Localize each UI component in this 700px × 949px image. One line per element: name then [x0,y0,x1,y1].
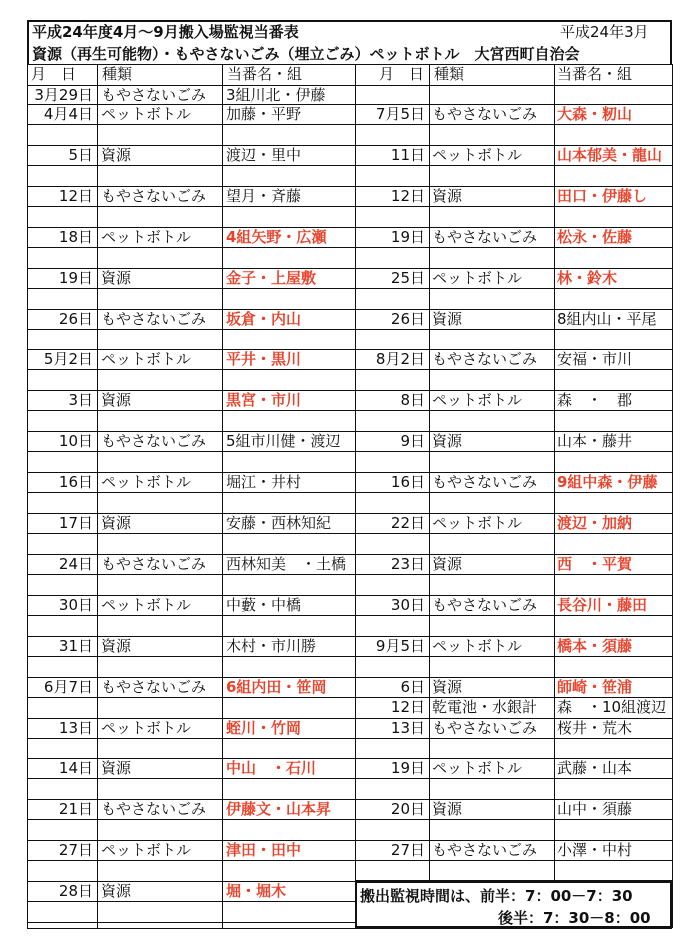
grid-line [355,64,356,928]
right-date-cell: 30日 [390,595,425,614]
page-subtitle: 資源（再生可能物）・もやさないごみ（埋立ごみ）ペットボトル 大宮西町自治会 [32,45,580,63]
right-date-cell: 9月5日 [375,636,425,655]
grid-line [27,819,672,820]
right-date-cell: 13日 [390,718,425,737]
grid-line [27,860,672,861]
right-type-cell: 乾電池・水銀計 [432,697,538,716]
grid-line [27,656,672,657]
left-type-cell: 資源 [101,391,132,410]
grid-line [27,329,672,330]
right-duty-cell: 橋本・須藤 [557,636,633,655]
right-date-cell: 12日 [390,186,425,205]
left-type-cell: ペットボトル [101,595,192,614]
left-type-cell: 資源 [101,636,132,655]
grid-line [97,64,98,928]
left-type-cell: もやさないごみ [101,800,207,819]
right-type-cell: もやさないごみ [432,841,538,860]
right-date-cell: 11日 [390,145,425,164]
left-type-cell: 資源 [101,759,132,778]
grid-line [554,64,555,928]
grid-line [27,206,672,207]
right-date-cell: 23日 [390,554,425,573]
left-duty-cell: 安藤・西林知紀 [226,514,332,532]
left-duty-cell: 黒宮・市川 [226,391,302,410]
left-duty-cell: 加藤・平野 [226,105,302,123]
right-date-cell: 12日 [390,697,425,716]
left-type-cell: 資源 [101,514,132,532]
right-duty-cell: 松永・佐藤 [557,227,633,246]
grid-line [27,492,672,493]
grid-line [27,64,672,65]
right-date-cell: 8月2日 [375,350,425,369]
right-duty-cell: 小澤・中村 [557,841,633,860]
right-type-cell: ペットボトル [432,268,523,287]
right-duty-cell: 8組内山・平尾 [557,309,657,328]
left-type-cell: もやさないごみ [101,554,207,573]
left-date-cell: 13日 [58,718,93,737]
right-duty-cell: 森 ・10組渡辺 [557,697,667,716]
left-duty-cell: 西林知美 ・土橋 [226,554,347,573]
left-duty-cell: 5組市川健・渡辺 [226,432,341,451]
right-type-cell: もやさないごみ [432,227,538,246]
right-type-cell: 資源 [432,677,463,696]
right-type-cell: 資源 [432,800,463,819]
left-date-cell: 18日 [58,227,93,246]
left-type-cell: もやさないごみ [101,186,207,205]
left-date-header: 月 日 [31,65,77,83]
right-duty-cell: 渡辺・加納 [557,514,633,532]
left-duty-cell: 中藪・中橋 [226,595,302,614]
left-date-cell: 26日 [58,309,93,328]
left-date-cell: 10日 [58,432,93,451]
left-date-cell: 21日 [58,800,93,819]
left-type-cell: ペットボトル [101,473,192,492]
left-duty-cell: 4組矢野・広瀬 [226,227,327,246]
left-date-cell: 5日 [68,145,93,164]
right-type-cell: 資源 [432,186,463,205]
grid-line [27,124,672,125]
left-duty-cell: 木村・市川勝 [226,636,317,655]
duty-table [27,64,672,928]
grid-line [27,369,672,370]
grid-line [27,288,672,289]
right-duty-cell: 師崎・笹浦 [557,677,633,696]
right-duty-cell: 山本郁美・龍山 [557,145,663,164]
right-type-cell: もやさないごみ [432,718,538,737]
right-duty-cell: 山本・藤井 [557,432,633,451]
right-date-cell: 26日 [390,309,425,328]
left-duty-cell: 中山 ・石川 [226,759,317,778]
left-type-cell: 資源 [101,145,132,164]
right-date-cell: 19日 [390,227,425,246]
right-type-cell: ペットボトル [432,145,523,164]
left-date-cell: 28日 [58,882,93,901]
left-type-cell: もやさないごみ [101,432,207,451]
right-date-cell: 7月5日 [375,105,425,123]
left-duty-cell: 金子・上屋敷 [226,268,317,287]
right-date-cell: 25日 [390,268,425,287]
left-date-cell: 5月2日 [43,350,93,369]
left-date-cell: 24日 [58,554,93,573]
left-duty-cell: 蛭川・竹岡 [226,718,302,737]
right-date-cell: 27日 [390,841,425,860]
grid-line [27,451,672,452]
time-note-first: 搬出監視時間は、前半：7：00－7：30 [360,887,633,905]
right-date-cell: 9日 [400,432,425,451]
left-date-cell: 14日 [58,759,93,778]
left-duty-cell: 堀江・井村 [226,473,302,492]
left-duty-cell: 坂倉・内山 [226,309,302,328]
issue-date: 平成24年3月 [560,23,649,41]
right-duty-header: 当番名・組 [557,65,633,83]
grid-line [222,64,223,928]
left-type-cell: もやさないごみ [101,677,207,696]
grid-line [27,615,672,616]
left-type-cell: ペットボトル [101,718,192,737]
left-duty-cell: 堀・堀木 [226,882,287,901]
left-duty-cell: 3組川北・伊藤 [226,86,326,104]
right-date-cell: 8日 [400,391,425,410]
right-duty-cell: 長谷川・藤田 [557,595,648,614]
right-type-cell: 資源 [432,554,463,573]
right-date-header: 月 日 [379,65,425,83]
left-type-cell: ペットボトル [101,227,192,246]
left-type-cell: ペットボトル [101,841,192,860]
left-date-cell: 3日 [68,391,93,410]
right-type-cell: ペットボトル [432,514,523,532]
right-date-cell: 19日 [390,759,425,778]
left-date-cell: 30日 [58,595,93,614]
right-type-cell: 資源 [432,432,463,451]
right-type-cell: ペットボトル [432,636,523,655]
left-type-cell: ペットボトル [101,105,192,123]
right-duty-cell: 大森・籾山 [557,105,633,123]
left-date-cell: 12日 [58,186,93,205]
left-date-cell: 4月4日 [43,105,93,123]
right-date-cell: 16日 [390,473,425,492]
left-type-cell: もやさないごみ [101,86,207,104]
left-duty-cell: 6組内田・笹岡 [226,677,327,696]
time-note-second: 後半：7：30－8：00 [498,909,651,927]
right-duty-cell: 武藤・山本 [557,759,633,778]
grid-line [672,64,673,928]
grid-line [27,410,672,411]
left-duty-cell: 津田・田中 [226,841,302,860]
left-type-cell: ペットボトル [101,350,192,369]
left-type-cell: もやさないごみ [101,309,207,328]
right-date-cell: 6日 [400,677,425,696]
left-duty-header: 当番名・組 [227,65,303,83]
right-duty-cell: 桜井・荒木 [557,718,633,737]
right-duty-cell: 田口・伊藤し [557,186,648,205]
left-date-cell: 6月7日 [43,677,93,696]
left-type-header: 種類 [102,65,133,83]
left-type-cell: 資源 [101,882,132,901]
left-date-cell: 3月29日 [34,86,93,104]
right-duty-cell: 林・鈴木 [557,268,618,287]
left-date-cell: 16日 [58,473,93,492]
left-duty-cell: 望月・斉藤 [226,186,302,205]
page-title: 平成24年度4月～9月搬入場監視当番表 [32,23,299,41]
left-type-cell: 資源 [101,268,132,287]
right-duty-cell: 山中・須藤 [557,800,633,819]
grid-line [27,738,672,739]
grid-line [27,165,672,166]
grid-line [27,928,672,929]
right-type-cell: 資源 [432,309,463,328]
right-type-cell: もやさないごみ [432,105,538,123]
right-duty-cell: 安福・市川 [557,350,633,369]
grid-line [27,247,672,248]
grid-line [429,64,430,928]
left-duty-cell: 伊藤文・山本昇 [226,800,332,819]
right-duty-cell: 9組中森・伊藤 [557,473,658,492]
left-date-cell: 27日 [58,841,93,860]
right-date-cell: 20日 [390,800,425,819]
right-duty-cell: 西 ・平賀 [557,554,633,573]
grid-line [27,533,672,534]
left-duty-cell: 平井・黒川 [226,350,302,369]
right-type-cell: ペットボトル [432,391,523,410]
right-type-cell: もやさないごみ [432,473,538,492]
right-type-cell: もやさないごみ [432,595,538,614]
right-type-header: 種類 [434,65,465,83]
right-type-cell: ペットボトル [432,759,523,778]
right-date-cell: 22日 [390,514,425,532]
left-date-cell: 19日 [58,268,93,287]
grid-line [27,574,672,575]
right-duty-cell: 森 ・ 郡 [557,391,633,410]
right-type-cell: もやさないごみ [432,350,538,369]
left-date-cell: 31日 [58,636,93,655]
left-duty-cell: 渡辺・里中 [226,145,302,164]
left-date-cell: 17日 [58,514,93,532]
grid-line [27,778,672,779]
